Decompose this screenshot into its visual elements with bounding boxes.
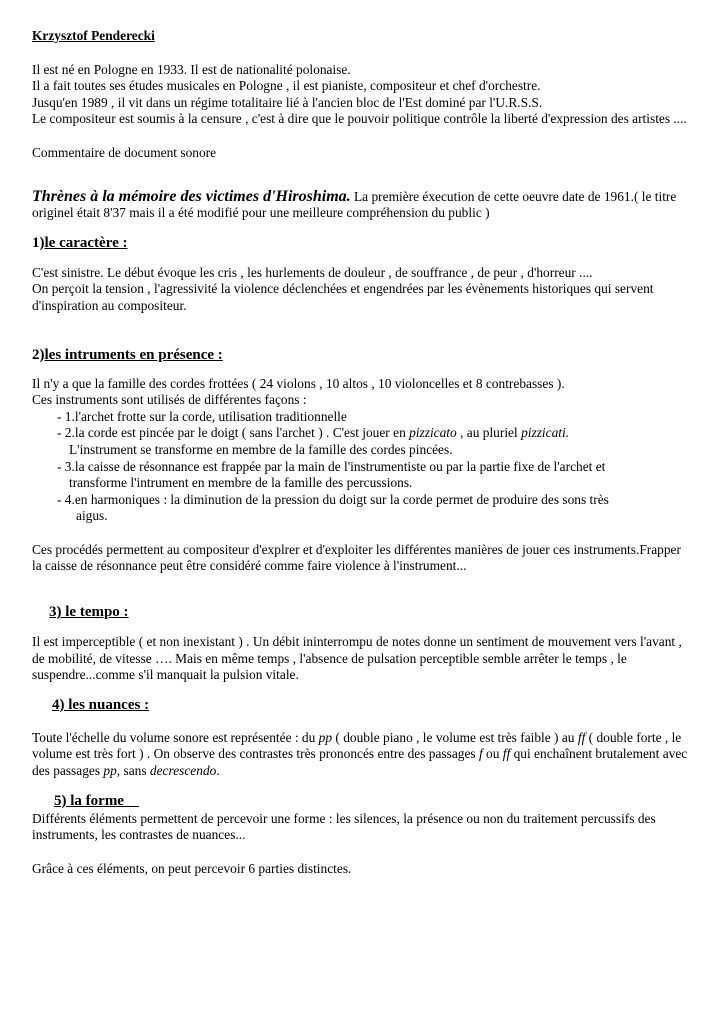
section-tempo-heading: [32, 603, 692, 622]
bio-line: Il a fait toutes ses études musicales en Pologne , il est pianiste, compositeur et chef d'orchestre.: [32, 78, 541, 94]
section-title: le caractère :: [44, 234, 128, 251]
section-number: 1): [32, 234, 45, 251]
bio-line: Il est né en Pologne en 1933. Il est de nationalité polonaise.: [32, 61, 351, 77]
pizzicato-term: pizzicato: [409, 425, 457, 441]
section-title: 4) les nuances :: [52, 696, 150, 713]
decrescendo-term: decrescendo: [149, 763, 217, 779]
section-forme-heading: [32, 792, 692, 811]
pp-term: pp: [103, 763, 117, 779]
instruments-line: Il n'y a que la famille des cordes frottées ( 24 violons , 10 altos , 10 violoncelles et 8 contrebasses ).: [32, 375, 565, 391]
method-item-continued: L'instrument se transforme en membre de la famille des cordes pincées.: [69, 441, 453, 457]
section-number: 2): [32, 346, 45, 363]
bio-line: Le compositeur est soumis à la censure , c'est à dire que le pouvoir politique contrôle la liberté d'expression des artistes ....: [32, 111, 687, 127]
instruments-conclusion: Ces procédés permettent au compositeur d'explrer et d'exploiter les différentes manières de jouer ces instruments.Frapper la caisse de résonnance peut être considéré comme faire violence à l'instrument...: [32, 541, 681, 574]
work-title: Thrènes à la mémoire des victimes d'Hiroshima.: [32, 187, 351, 205]
section-caractere-heading: [32, 234, 692, 253]
author-heading: Krzysztof Penderecki: [32, 28, 155, 43]
bio-line: Jusqu'en 1989 , il vit dans un régime totalitaire lié à l'ancien bloc de l'Est dominé par l'U.R.S.S.: [32, 94, 543, 110]
forme-line: Grâce à ces éléments, on peut percevoir 6 parties distinctes.: [32, 860, 352, 876]
caractere-line: C'est sinistre. Le début évoque les cris , les hurlements de douleur , de souffrance , de peur , d'horreur ....: [32, 264, 593, 280]
f-term: f: [478, 746, 483, 762]
method-item: - 3.la caisse de résonnance est frappée par la main de l'instrumentiste ou par la partie fixe de l'archet et: [57, 458, 606, 474]
ff-term: ff: [577, 729, 586, 745]
section-title: 3) le tempo :: [49, 604, 129, 621]
pizzicati-term: pizzicati.: [521, 425, 570, 441]
section-instruments-heading: [32, 346, 692, 365]
playing-methods-list: [32, 409, 692, 525]
instruments-line: Ces instruments sont utilisés de différentes façons :: [32, 392, 307, 408]
document-type: Commentaire de document sonore: [32, 144, 217, 160]
method-item: - 4.en harmoniques : la diminution de la pression du doigt sur la corde permet de produire des sons très: [57, 491, 609, 507]
ff-term: ff: [502, 746, 511, 762]
method-item: - 1.l'archet frotte sur la corde, utilisation traditionnelle: [57, 408, 347, 424]
pp-term: pp: [318, 729, 333, 745]
forme-line: Différents éléments permettent de percevoir une forme : les silences, la présence ou non du traitement percussifs des instruments, les contrastes de nuances...: [32, 810, 656, 843]
method-item-continued: transforme l'intrument en membre de la famille des percussions.: [69, 475, 413, 491]
tempo-text: Il est imperceptible ( et non inexistant ) . Un débit ininterrompu de notes donne un sentiment de mouvement vers l'avant , de mobilité, de vitesse …. Mais en même temps , l'absence de pulsation perceptible semble arrêter le temps , le suspendre...comme s'il manquait la pulsion vitale.: [32, 634, 682, 683]
section-title: les intruments en présence :: [44, 346, 223, 363]
caractere-line: On perçoit la tension , l'agressivité la violence déclenchées et engendrées par les évènements historiques qui servent d'inspiration au compositeur.: [32, 281, 654, 313]
section-nuances-heading: [32, 696, 692, 715]
work-note: La première éxecution de cette oeuvre date de 1961.( le titre originel était 8'37 mais il a été modifié pour une meilleure compréhension du public ): [32, 188, 677, 221]
biography: [32, 62, 692, 128]
method-item-continued: aigus.: [76, 508, 108, 524]
method-item: - 2.la corde est pincée par le doigt ( sans l'archet ) . C'est jouer en pizzicato , au pluriel pizzicati.: [57, 425, 570, 441]
section-title: 5) la forme: [54, 792, 124, 809]
nuances-text: Toute l'échelle du volume sonore est représentée : du pp ( double piano , le volume est très faible ) au ff ( double forte , le volume est très fort ) . On observe des contrastes très prononcés entre des passages f ou ff qui enchaînent brutalement avec des passages pp, sans decrescendo.: [32, 729, 688, 779]
document-page: [32, 28, 692, 877]
work-intro: [32, 189, 692, 222]
